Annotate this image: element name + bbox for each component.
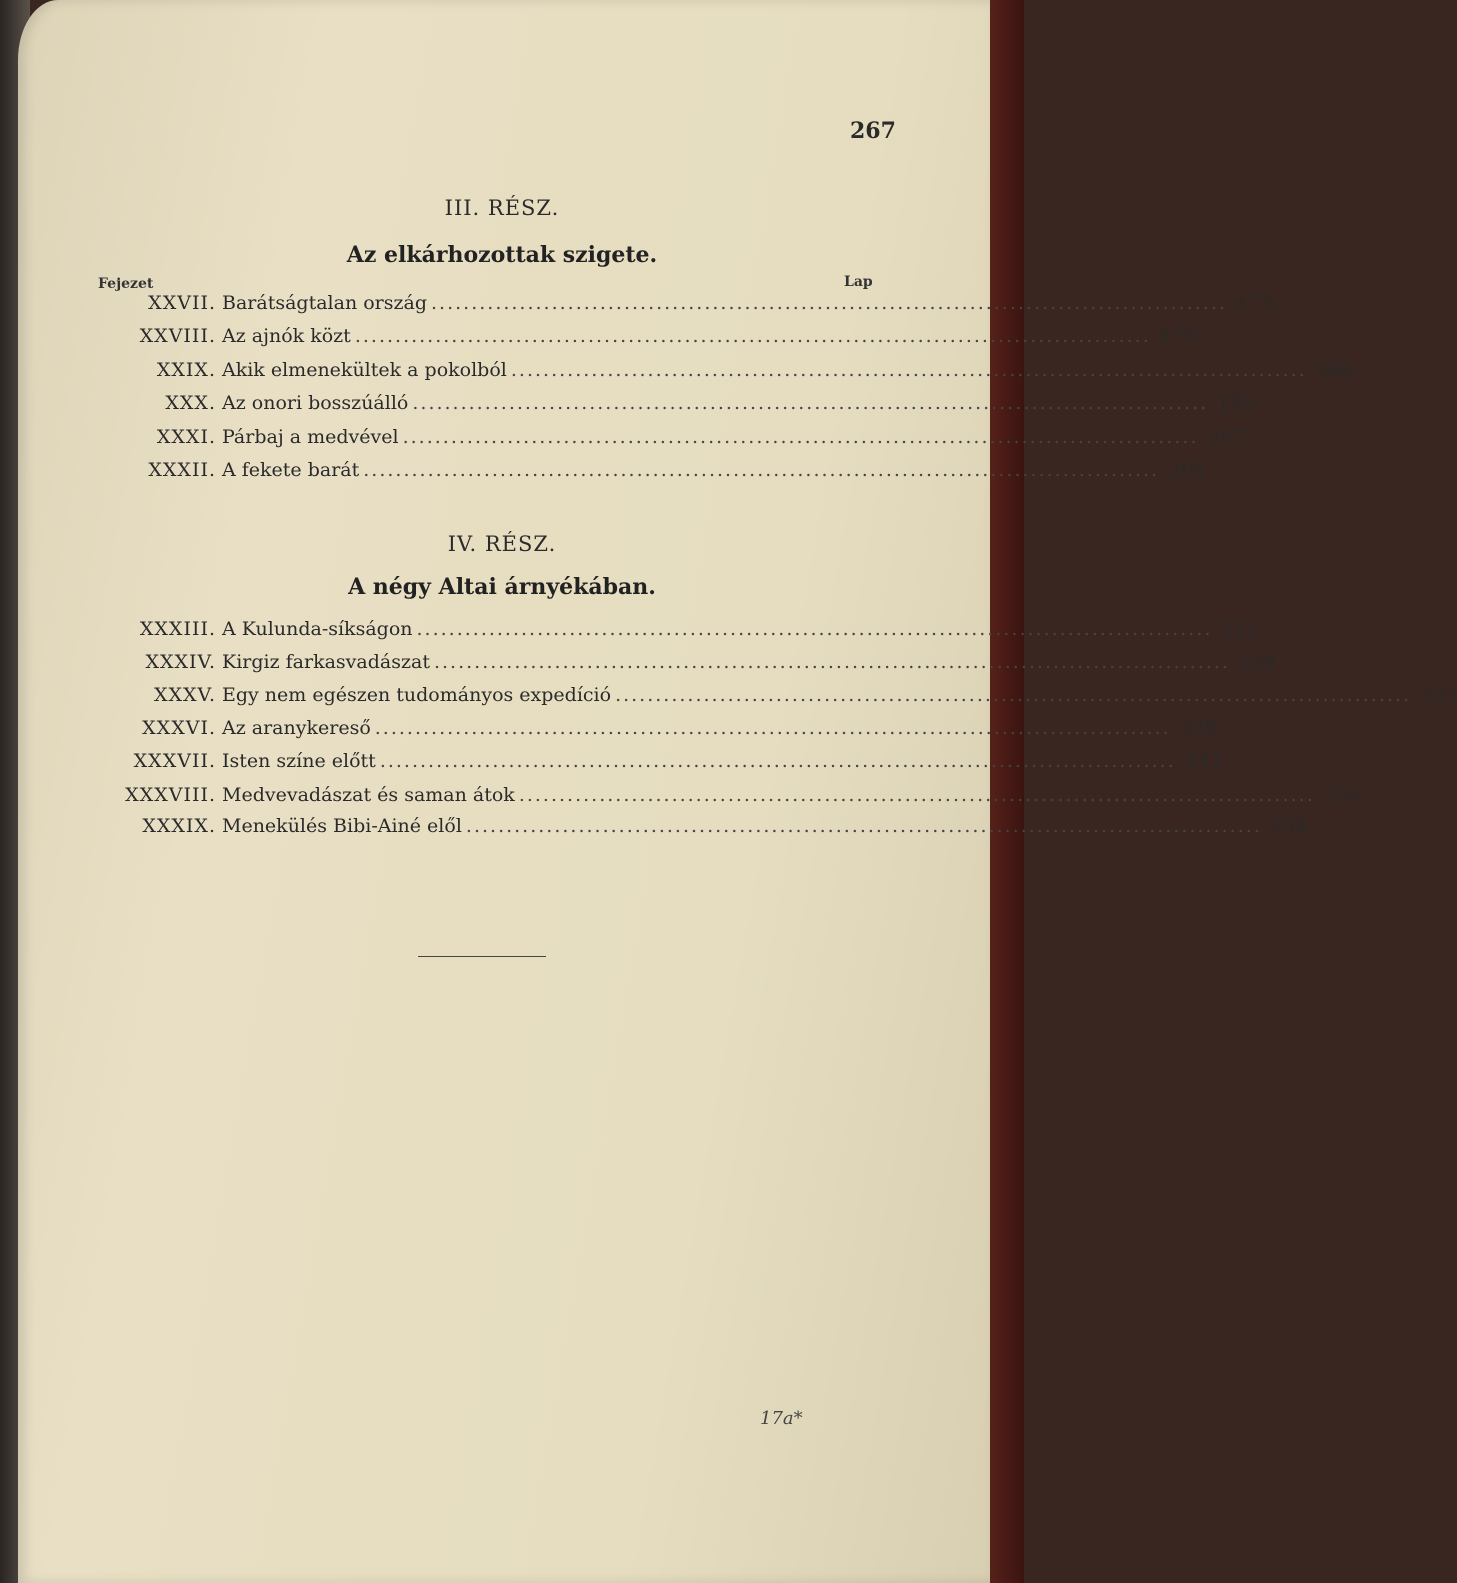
chapter-title: Egy nem egészen tudományos expedíció — [222, 684, 612, 706]
toc-entry — [96, 325, 1197, 355]
toc-entry — [96, 459, 1206, 489]
toc-entry — [96, 392, 1255, 422]
chapter-number: XXXIII. — [139, 618, 216, 640]
chapter-number: XXVIII. — [139, 325, 216, 347]
leader-dots: ................................................................................................... — [433, 651, 1230, 673]
toc-entry — [96, 359, 1353, 389]
leader-dots: ................................................................................................... — [615, 684, 1411, 706]
chapter-page: 179 — [1160, 325, 1197, 347]
chapter-page: 208 — [1168, 459, 1206, 481]
chapter-page: 243 — [1185, 750, 1222, 772]
chapter-number: XXXIX. — [142, 815, 216, 837]
chapter-title: Kirgiz farkasvadászat — [222, 651, 430, 673]
page-column-label: Lap — [844, 274, 873, 290]
leader-dots: ................................................................................................... — [402, 426, 1199, 448]
chapter-page: 233 — [1420, 684, 1457, 706]
chapter-page: 254 — [1324, 784, 1361, 806]
section-subtitle-iv: A négy Altai árnyékában. — [348, 574, 656, 600]
chapter-number: XXVII. — [148, 292, 216, 314]
toc-entry — [96, 618, 1259, 648]
leader-dots: ................................................................................................... — [431, 292, 1227, 314]
toc-entry — [96, 815, 1308, 845]
chapter-column-label: Fejezet — [98, 276, 154, 292]
leader-dots: ................................................................................................... — [374, 717, 1171, 739]
chapter-title: Az onori bosszúálló — [222, 392, 409, 414]
section-subtitle-iii: Az elkárhozottak szigete. — [346, 242, 658, 268]
chapter-number: XXX. — [165, 392, 216, 414]
chapter-number: XXXVIII. — [125, 784, 216, 806]
toc-entry — [96, 426, 1245, 456]
section-title-iii: III. RÉSZ. — [444, 196, 560, 220]
chapter-page: 258 — [1271, 815, 1308, 837]
toc-entry — [96, 784, 1361, 814]
chapter-title: A Kulunda-síkságon — [222, 618, 413, 640]
chapter-page: 207 — [1208, 426, 1245, 448]
toc-entry — [96, 717, 1217, 747]
chapter-page: 221 — [1222, 618, 1259, 640]
chapter-title: Medvevadászat és saman átok — [222, 784, 515, 806]
chapter-page: 228 — [1239, 651, 1276, 673]
chapter-title: Akik elmenekültek a pokolból — [222, 359, 507, 381]
chapter-title: Menekülés Bibi-Ainé elől — [222, 815, 462, 837]
chapter-title: Isten színe előtt — [222, 750, 376, 772]
chapter-number: XXXI. — [156, 426, 216, 448]
printer-signature: 17a* — [760, 1408, 803, 1429]
book-page — [18, 0, 1457, 1583]
chapter-number: XXXV. — [153, 684, 216, 706]
chapter-title: Párbaj a medvével — [222, 426, 399, 448]
chapter-page: 195 — [1218, 392, 1255, 414]
chapter-number: XXXIV. — [145, 651, 216, 673]
end-rule — [418, 956, 546, 957]
leader-dots: ................................................................................................... — [416, 618, 1213, 640]
leader-dots: ................................................................................................... — [354, 325, 1151, 347]
leader-dots: ................................................................................................... — [363, 459, 1160, 481]
section-title-iv: IV. RÉSZ. — [447, 532, 557, 556]
toc-entry — [96, 651, 1276, 681]
toc-entry — [96, 684, 1457, 714]
toc-entry — [96, 292, 1273, 322]
leader-dots: ................................................................................................... — [465, 815, 1262, 837]
chapter-title: Az aranykereső — [222, 717, 371, 739]
leader-dots: ................................................................................................... — [510, 359, 1307, 381]
chapter-title: Barátságtalan ország — [222, 292, 427, 314]
leader-dots: ................................................................................................... — [518, 784, 1315, 806]
chapter-page: 173 — [1236, 292, 1273, 314]
chapter-title: A fekete barát — [222, 459, 360, 481]
chapter-number: XXXVI. — [142, 717, 216, 739]
chapter-title: Az ajnók közt — [222, 325, 351, 347]
page-number: 267 — [850, 118, 896, 144]
chapter-page: 186 — [1316, 359, 1353, 381]
toc-entry — [96, 750, 1222, 780]
leader-dots: ................................................................................................... — [379, 750, 1176, 772]
chapter-page: 239 — [1180, 717, 1217, 739]
chapter-number: XXIX. — [156, 359, 216, 381]
leader-dots: ................................................................................................... — [412, 392, 1209, 414]
chapter-number: XXXVII. — [133, 750, 216, 772]
chapter-number: XXXII. — [148, 459, 216, 481]
